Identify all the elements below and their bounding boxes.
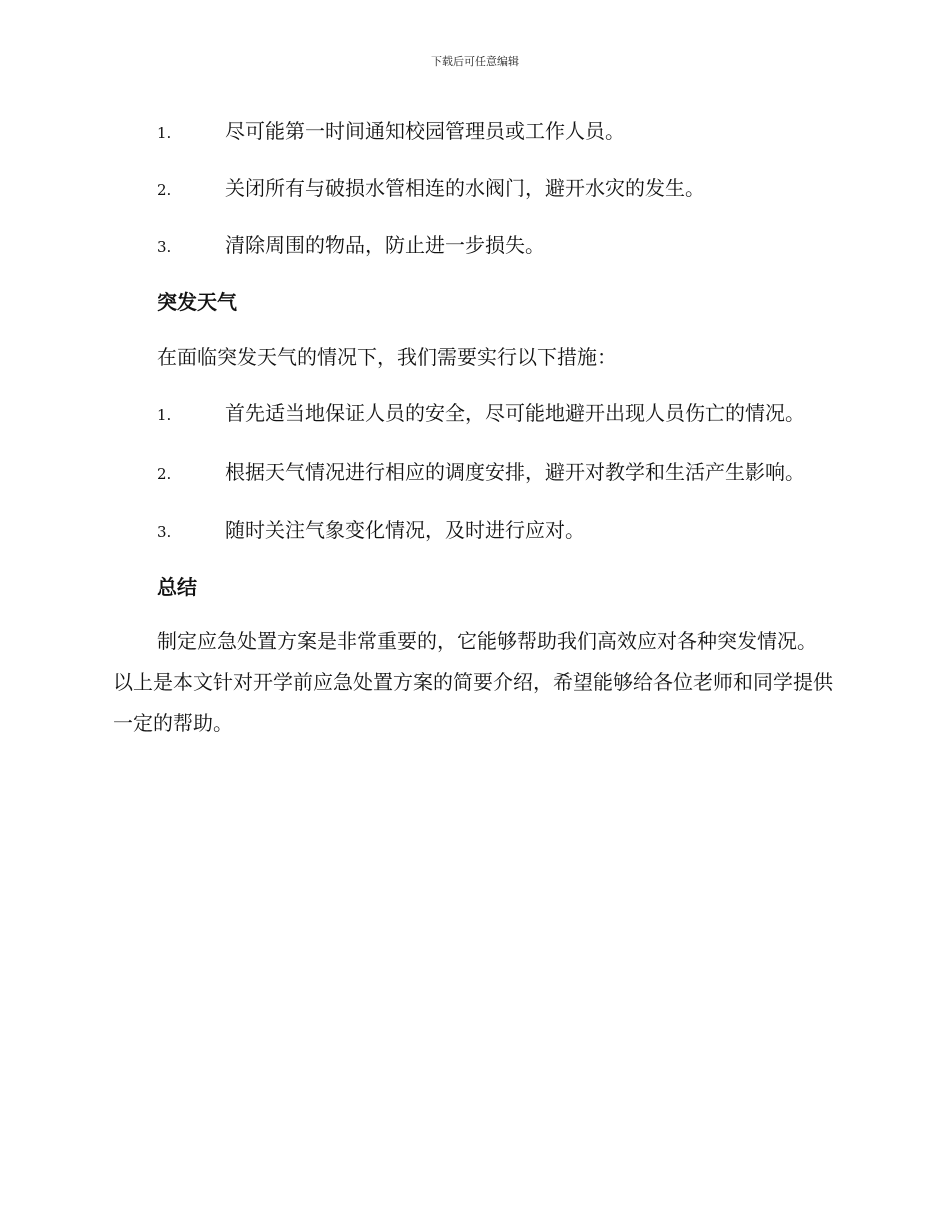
list-item bbox=[113, 110, 833, 154]
section-heading-weather: 突发天气 bbox=[157, 290, 237, 314]
list-item bbox=[113, 450, 833, 496]
list-item bbox=[113, 391, 833, 437]
list-text: 清除周围的物品，防止进一步损失。 bbox=[225, 233, 545, 257]
document-body bbox=[113, 110, 833, 757]
list-number: 2. bbox=[157, 465, 172, 483]
list-number: 1. bbox=[157, 406, 172, 424]
list-item bbox=[113, 224, 833, 268]
list-item bbox=[113, 167, 833, 211]
summary-paragraph: 制定应急处置方案是非常重要的，它能够帮助我们高效应对各种突发情况。以上是本文针对开学前应急处置方案的简要介绍，希望能够给各位老师和同学提供一定的帮助。 bbox=[113, 629, 833, 735]
list-number: 2. bbox=[157, 181, 172, 199]
list-text: 首先适当地保证人员的安全，尽可能地避开出现人员伤亡的情况。 bbox=[225, 401, 805, 425]
list-text: 根据天气情况进行相应的调度安排，避开对教学和生活产生影响。 bbox=[225, 460, 805, 484]
list-text: 尽可能第一时间通知校园管理员或工作人员。 bbox=[225, 119, 625, 143]
list-text: 关闭所有与破损水管相连的水阀门，避开水灾的发生。 bbox=[225, 176, 705, 200]
list-number: 3. bbox=[157, 523, 172, 541]
list-text: 随时关注气象变化情况，及时进行应对。 bbox=[225, 518, 585, 542]
list-number: 3. bbox=[157, 238, 172, 256]
weather-intro: 在面临突发天气的情况下，我们需要实行以下措施： bbox=[157, 345, 617, 369]
list-number: 1. bbox=[157, 124, 172, 142]
section-heading-summary: 总结 bbox=[157, 575, 197, 599]
list-item bbox=[113, 509, 833, 553]
page-header-note: 下载后可任意编辑 bbox=[431, 55, 519, 68]
